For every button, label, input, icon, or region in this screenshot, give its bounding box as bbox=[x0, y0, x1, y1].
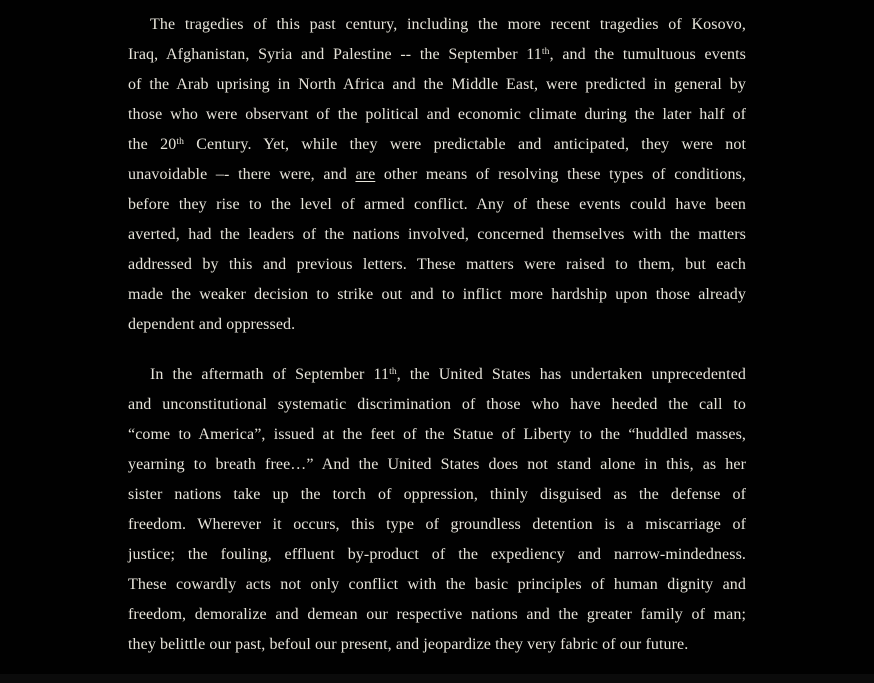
text-segment: yearning to breath free…” And the United States does not stand alone in this, as her bbox=[128, 456, 746, 473]
text-segment: dependent and oppressed. bbox=[128, 316, 296, 333]
text-segment: of the Arab uprising in North Africa and the Middle East, were predicted in general by bbox=[128, 76, 746, 93]
text-segment: addressed by this and previous letters. These matters were raised to them, but each bbox=[128, 256, 746, 273]
superscript: th bbox=[176, 136, 184, 148]
text-line bbox=[128, 130, 746, 160]
text-segment: the 20 bbox=[128, 136, 177, 153]
text-segment: justice; the fouling, effluent by-product of the expediency and narrow-mindedness. bbox=[128, 546, 746, 563]
text-line bbox=[128, 540, 746, 570]
text-line bbox=[128, 390, 746, 420]
text-segment: Iraq, Afghanistan, Syria and Palestine -- the September 11 bbox=[128, 46, 542, 63]
text-segment: sister nations take up the torch of oppression, thinly disguised as the defense of bbox=[128, 486, 746, 503]
text-line bbox=[128, 40, 746, 70]
text-segment: “come to America”, issued at the feet of the Statue of Liberty to the “huddled masses, bbox=[128, 426, 746, 443]
text-line bbox=[128, 250, 746, 280]
document-body bbox=[128, 10, 746, 660]
text-segment: Century. Yet, while they were predictable and anticipated, they were not bbox=[183, 136, 746, 153]
text-line bbox=[128, 220, 746, 250]
text-segment: freedom, demoralize and demean our respective nations and the greater family of man; bbox=[128, 606, 746, 623]
text-segment: In the aftermath of September 11 bbox=[150, 366, 390, 383]
text-line bbox=[128, 310, 746, 340]
paragraph bbox=[128, 360, 746, 660]
text-line bbox=[128, 450, 746, 480]
paragraph bbox=[128, 10, 746, 340]
text-segment: unavoidable –- there were, and bbox=[128, 166, 356, 183]
text-segment: The tragedies of this past century, including the more recent tragedies of Kosovo, bbox=[150, 16, 746, 33]
superscript: th bbox=[541, 46, 550, 58]
text-line bbox=[128, 100, 746, 130]
text-line bbox=[128, 70, 746, 100]
text-segment: , the United States has undertaken unprecedented bbox=[396, 366, 746, 383]
text-segment: freedom. Wherever it occurs, this type of groundless detention is a miscarriage of bbox=[128, 516, 746, 533]
text-line bbox=[128, 480, 746, 510]
text-line bbox=[128, 570, 746, 600]
text-segment: , and the tumultuous events bbox=[549, 46, 746, 63]
text-line bbox=[128, 600, 746, 630]
text-line bbox=[128, 360, 746, 390]
text-segment: and unconstitutional systematic discrimination of those who have heeded the call to bbox=[128, 396, 746, 413]
text-segment: made the weaker decision to strike out and to inflict more hardship upon those already bbox=[128, 286, 746, 303]
text-line bbox=[128, 280, 746, 310]
text-segment: before they rise to the level of armed conflict. Any of these events could have been bbox=[128, 196, 746, 213]
text-line bbox=[128, 510, 746, 540]
superscript: th bbox=[389, 366, 397, 378]
text-segment: These cowardly acts not only conflict with the basic principles of human dignity and bbox=[128, 576, 746, 593]
text-segment: those who were observant of the political and economic climate during the later half of bbox=[128, 106, 746, 123]
underlined-text: are bbox=[355, 166, 376, 183]
text-segment: other means of resolving these types of conditions, bbox=[375, 166, 746, 183]
bottom-edge-band bbox=[0, 674, 874, 683]
text-segment: they belittle our past, befoul our present, and jeopardize they very fabric of our future. bbox=[128, 636, 689, 653]
text-line bbox=[128, 190, 746, 220]
text-line bbox=[128, 420, 746, 450]
text-segment: averted, had the leaders of the nations involved, concerned themselves with the matters bbox=[128, 226, 746, 243]
text-line bbox=[128, 160, 746, 190]
text-line bbox=[128, 630, 746, 660]
text-line bbox=[128, 10, 746, 40]
